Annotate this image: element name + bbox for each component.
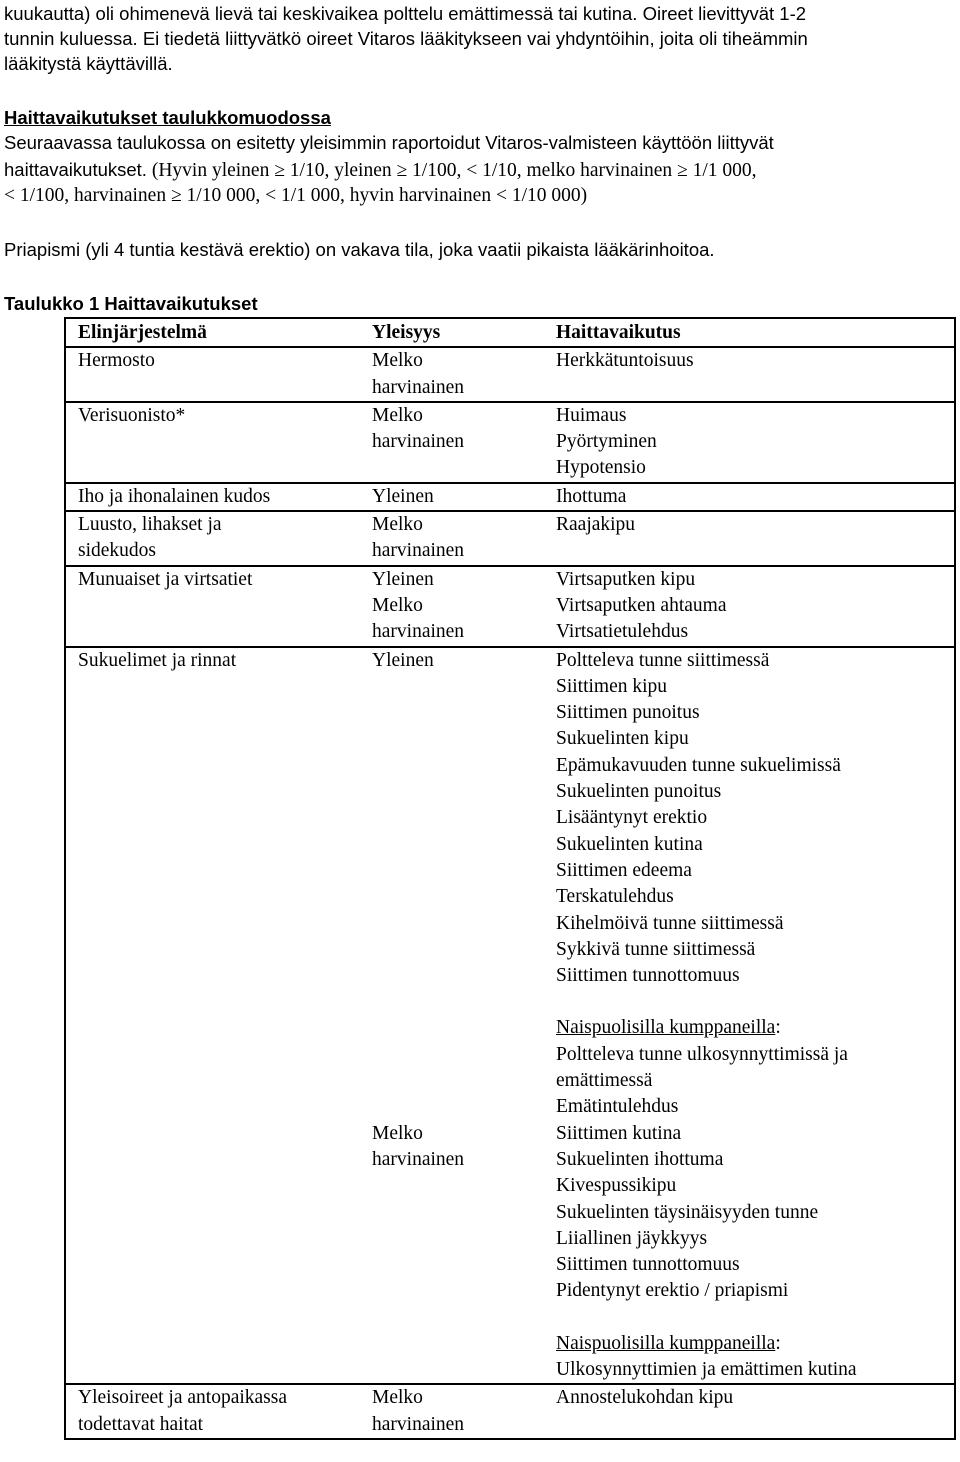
section-paragraph-line-2 [4, 157, 757, 185]
effect-line: Sukuelinten punoitus [556, 781, 722, 803]
cell-system [65, 566, 360, 593]
cell-system [65, 1384, 360, 1439]
effect-line: Sukuelinten kipu [556, 728, 689, 750]
cell-system [65, 402, 360, 483]
cell-frequency-line: harvinainen [372, 431, 465, 453]
cell-frequency [360, 511, 544, 566]
effect-line: Herkkätuntoisuus [556, 350, 694, 372]
cell-frequency-line: harvinainen [372, 376, 465, 398]
effect-line: Kivespussikipu [556, 1175, 677, 1197]
section-paragraph-line-3: < 1/100, harvinainen ≥ 1/10 000, < 1/1 000, hyvin harvinainen < 1/10 000) [4, 185, 588, 206]
effect-line: Lisääntynyt erektio [556, 807, 708, 829]
cell-frequency-line: Yleinen [372, 485, 434, 507]
cell-frequency-line: harvinainen [372, 540, 465, 562]
table-row [65, 1121, 955, 1385]
cell-frequency-line: Yleinen [372, 568, 434, 590]
table-body [65, 347, 955, 1439]
table-row [65, 347, 955, 402]
table-row [65, 483, 955, 511]
cell-frequency [360, 402, 544, 483]
cell-frequency-line: Melko [372, 514, 423, 536]
cell-effects [544, 1384, 955, 1439]
section-paragraph-line-2b: (Hyvin yleinen ≥ 1/10, yleinen ≥ 1/100, < 1/10, melko harvinainen ≥ 1/1 000, [146, 160, 757, 181]
effect-line: Pidentynyt erektio / priapismi [556, 1280, 789, 1302]
cell-frequency-line: Melko [372, 404, 423, 426]
effect-line: Virtsaputken kipu [556, 568, 696, 590]
table-row [65, 593, 955, 647]
intro-line-3: lääkitystä käyttävillä. [4, 53, 173, 74]
cell-effects [544, 402, 955, 483]
cell-effects [544, 647, 955, 1121]
effect-line: Siittimen kutina [556, 1122, 682, 1144]
effect-line: Kihelmöivä tunne siittimessä [556, 912, 784, 934]
effect-line: Pyörtyminen [556, 431, 657, 453]
section-paragraph-line-2a: haittavaikutukset. [4, 159, 147, 180]
cell-frequency [360, 1121, 544, 1385]
cell-effects [544, 347, 955, 402]
cell-frequency-line: harvinainen [372, 1148, 465, 1170]
partner-heading-text: Naispuolisilla kumppaneilla [556, 1017, 776, 1039]
table-row [65, 566, 955, 593]
cell-system [65, 483, 360, 511]
effect-line: Virtsaputken ahtauma [556, 594, 727, 616]
effect-line: Epämukavuuden tunne sukuelimissä [556, 754, 841, 776]
adverse-effects-table [64, 317, 956, 1440]
spacer [556, 989, 954, 1015]
effect-line: Liiallinen jäykkyys [556, 1227, 708, 1249]
intro-line-2: tunnin kuluessa. Ei tiedetä liittyvätkö oireet Vitaros lääkitykseen vai yhdyntöihin, joita oli tiheämmin [4, 28, 808, 49]
cell-frequency [360, 347, 544, 402]
effect-line: Poltteleva tunne siittimessä [556, 649, 770, 671]
effect-line: Virtsatietulehdus [556, 621, 689, 643]
cell-frequency [360, 483, 544, 511]
table-row [65, 402, 955, 483]
table-caption: Taulukko 1 Haittavaikutukset [4, 293, 258, 314]
cell-effects [544, 566, 955, 593]
effect-line: Siittimen tunnottomuus [556, 965, 740, 987]
cell-system-line: Sukuelimet ja rinnat [78, 649, 237, 671]
section-paragraph-line-1: Seuraavassa taulukossa on esitetty yleisimmin raportoidut Vitaros-valmisteen käyttöön liittyvät [4, 132, 774, 153]
cell-frequency-line: harvinainen [372, 1413, 465, 1435]
intro-line-1: kuukautta) oli ohimenevä lievä tai keskivaikea polttelu emättimessä tai kutina. Oireet lievittyvät 1-2 [4, 3, 807, 24]
cell-system-line: todettavat haitat [78, 1413, 204, 1435]
cell-system [65, 593, 360, 647]
priapism-note: Priapismi (yli 4 tuntia kestävä erektio) on vakava tila, joka vaatii pikaista lääkärinhoitoa. [4, 239, 715, 260]
header-system: Elinjärjestelmä [65, 318, 360, 347]
cell-frequency [360, 593, 544, 647]
table-row [65, 1384, 955, 1439]
effect-line: Siittimen edeema [556, 859, 692, 881]
header-frequency: Yleisyys [360, 318, 544, 347]
cell-frequency-line: harvinainen [372, 621, 465, 643]
table-header-row [65, 318, 955, 347]
spacer [556, 1305, 954, 1331]
effect-line: Hypotensio [556, 457, 646, 479]
effect-line: Siittimen punoitus [556, 702, 700, 724]
partner-effect-line: Emätintulehdus [556, 1096, 679, 1118]
effect-line: Huimaus [556, 404, 627, 426]
partner-heading: Naispuolisilla kumppaneilla: [556, 1332, 781, 1354]
effect-line: Sukuelinten kutina [556, 833, 703, 855]
effect-line: Sykkivä tunne siittimessä [556, 938, 756, 960]
cell-system [65, 1121, 360, 1385]
cell-system [65, 511, 360, 566]
cell-effects [544, 1121, 955, 1385]
effect-line: Sukuelinten ihottuma [556, 1148, 724, 1170]
cell-frequency [360, 1384, 544, 1439]
effect-line: Terskatulehdus [556, 886, 674, 908]
cell-frequency [360, 566, 544, 593]
cell-system-line: Verisuonisto* [78, 404, 186, 426]
cell-frequency-line: Melko [372, 1387, 423, 1409]
cell-frequency-line: Melko [372, 350, 423, 372]
effect-line: Ihottuma [556, 485, 627, 507]
effect-line: Siittimen kipu [556, 675, 668, 697]
partner-effect-line: Poltteleva tunne ulkosynnyttimissä ja [556, 1043, 848, 1065]
cell-frequency [360, 647, 544, 1121]
table-row [65, 647, 955, 1121]
cell-effects [544, 593, 955, 647]
cell-system-line: Hermosto [78, 350, 155, 372]
effect-line: Siittimen tunnottomuus [556, 1254, 740, 1276]
cell-system [65, 347, 360, 402]
table-row [65, 511, 955, 566]
cell-effects [544, 483, 955, 511]
cell-frequency-line: Melko [372, 594, 423, 616]
header-effect: Haittavaikutus [544, 318, 955, 347]
cell-system-line: Iho ja ihonalainen kudos [78, 485, 271, 507]
cell-effects [544, 511, 955, 566]
cell-system-line: Munuaiset ja virtsatiet [78, 568, 253, 590]
cell-system-line: Luusto, lihakset ja [78, 514, 222, 536]
partner-effect-line: Ulkosynnyttimien ja emättimen kutina [556, 1358, 857, 1380]
partner-heading: Naispuolisilla kumppaneilla: [556, 1017, 781, 1039]
effect-line: Annostelukohdan kipu [556, 1387, 734, 1409]
effect-line: Sukuelinten täysinäisyyden tunne [556, 1201, 819, 1223]
cell-system [65, 647, 360, 1121]
partner-effect-line: emättimessä [556, 1070, 653, 1092]
cell-system-line: Yleisoireet ja antopaikassa [78, 1387, 288, 1409]
section-heading: Haittavaikutukset taulukkomuodossa [4, 107, 331, 128]
cell-system-line: sidekudos [78, 540, 156, 562]
cell-frequency-line: Melko [372, 1122, 423, 1144]
effect-line: Raajakipu [556, 514, 636, 536]
partner-heading-text: Naispuolisilla kumppaneilla [556, 1332, 776, 1354]
cell-frequency-line: Yleinen [372, 649, 434, 671]
